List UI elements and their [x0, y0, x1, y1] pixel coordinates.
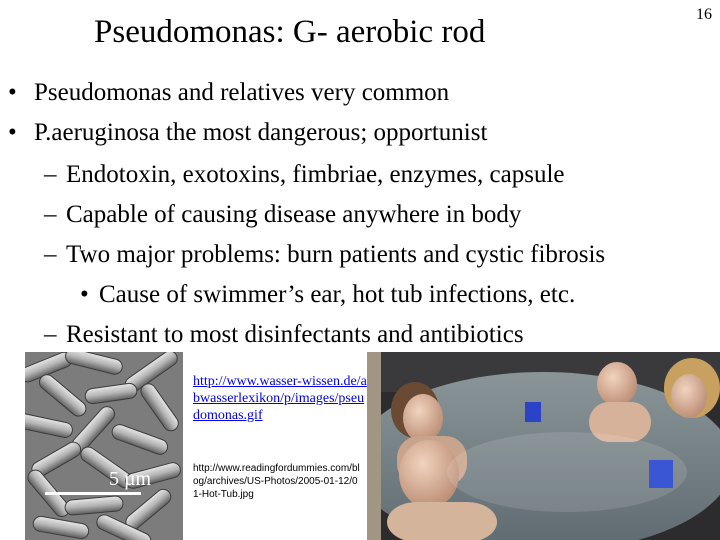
scale-label: 5 µm — [109, 468, 152, 490]
bullet-item — [44, 160, 565, 190]
bullet-marker: • — [8, 79, 17, 106]
hot-tub-scene-graphic — [367, 352, 720, 540]
hot-tub-photo — [367, 352, 720, 540]
bullet-text: Cause of swimmer’s ear, hot tub infections, etc. — [99, 281, 576, 308]
bullet-marker: – — [44, 241, 57, 268]
bullet-item — [8, 78, 449, 108]
bullet-marker: – — [44, 161, 57, 188]
bullet-text: Endotoxin, exotoxins, fimbriae, enzymes, capsule — [66, 161, 565, 188]
bullet-marker: • — [8, 119, 17, 146]
bacteria-rods-graphic — [25, 352, 183, 540]
bullet-marker: • — [80, 281, 89, 308]
bullet-item — [44, 240, 605, 270]
slide-number: 16 — [696, 6, 712, 23]
bullet-text: P.aeruginosa the most dangerous; opportunist — [34, 119, 488, 146]
bullet-marker: – — [44, 321, 57, 348]
bullet-text: Two major problems: burn patients and cystic fibrosis — [66, 241, 606, 268]
bullet-item — [44, 320, 524, 350]
scale-bar — [45, 492, 141, 495]
bullet-item — [80, 280, 575, 310]
bullet-text: Capable of causing disease anywhere in body — [66, 201, 522, 228]
bullet-text: Resistant to most disinfectants and antibiotics — [66, 321, 524, 348]
slide-title: Pseudomonas: G- aerobic rod — [94, 14, 486, 50]
bacteria-micrograph-image — [25, 352, 183, 540]
bullet-marker: – — [44, 201, 57, 228]
bullet-item — [8, 118, 487, 148]
bullet-item — [44, 200, 521, 230]
photo-source-text: http://www.readingfordummies.com/blog/archives/US-Photos/2005-01-12/01-Hot-Tub.jpg — [193, 463, 360, 500]
micrograph-source-link[interactable]: http://www.wasser-wissen.de/abwasserlexikon/p/images/pseudomonas.gif — [193, 374, 367, 423]
bullet-text: Pseudomonas and relatives very common — [34, 79, 450, 106]
